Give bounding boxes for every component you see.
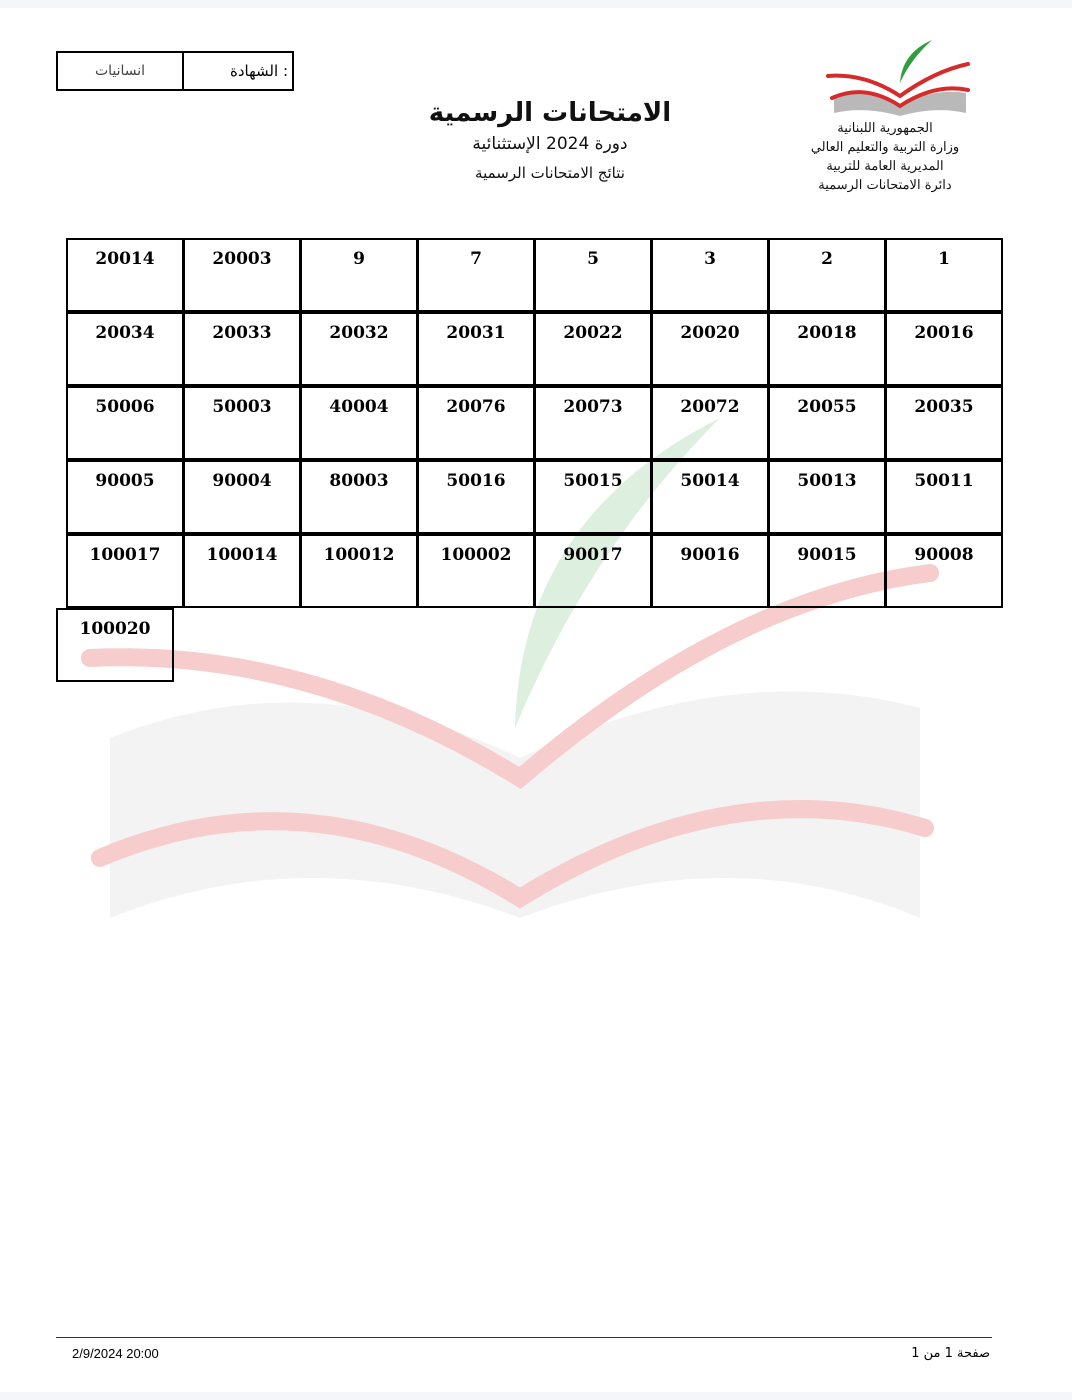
- result-cell: 20031: [417, 312, 535, 386]
- certificate-value: انسانيات: [58, 53, 184, 89]
- result-cell: 90004: [183, 460, 301, 534]
- result-cell: 100017: [66, 534, 184, 608]
- result-cell: 100020: [56, 608, 174, 682]
- result-cell: 100002: [417, 534, 535, 608]
- result-cell: 50003: [183, 386, 301, 460]
- ministry-line: الجمهورية اللبنانية: [837, 121, 933, 136]
- footer-timestamp: 2/9/2024 20:00: [72, 1346, 159, 1361]
- title-block: [400, 98, 700, 182]
- result-cell: 20020: [651, 312, 769, 386]
- result-cell: 1: [885, 238, 1003, 312]
- result-cell: 100014: [183, 534, 301, 608]
- result-cell: 90016: [651, 534, 769, 608]
- page-title: الامتحانات الرسمية: [428, 98, 672, 128]
- result-cell: 20022: [534, 312, 652, 386]
- result-cell: 50011: [885, 460, 1003, 534]
- result-cell: 100012: [300, 534, 418, 608]
- result-cell: 50015: [534, 460, 652, 534]
- result-cell: 20035: [885, 386, 1003, 460]
- result-cell: 90017: [534, 534, 652, 608]
- result-cell: 20073: [534, 386, 652, 460]
- certificate-label: الشهادة :: [230, 62, 288, 80]
- footer-divider: [56, 1337, 992, 1338]
- ministry-header: [800, 119, 970, 195]
- result-cell: 20033: [183, 312, 301, 386]
- ministry-logo-icon: [820, 38, 980, 118]
- result-cell: 20034: [66, 312, 184, 386]
- result-cell: 80003: [300, 460, 418, 534]
- result-cell: 90015: [768, 534, 886, 608]
- results-row: [56, 608, 173, 681]
- result-cell: 2: [768, 238, 886, 312]
- results-row: [56, 238, 1002, 312]
- result-cell: 7: [417, 238, 535, 312]
- result-cell: 20014: [66, 238, 184, 312]
- result-cell: 20055: [768, 386, 886, 460]
- footer-page-info: صفحة 1 من 1: [911, 1346, 990, 1361]
- results-row: [56, 534, 1002, 608]
- result-cell: 20016: [885, 312, 1003, 386]
- result-cell: 9: [300, 238, 418, 312]
- result-cell: 90008: [885, 534, 1003, 608]
- result-cell: 20076: [417, 386, 535, 460]
- document-page: [0, 8, 1072, 1392]
- result-cell: 50006: [66, 386, 184, 460]
- result-cell: 5: [534, 238, 652, 312]
- certificate-box: [56, 51, 294, 91]
- results-row: [56, 312, 1002, 386]
- result-cell: 90005: [66, 460, 184, 534]
- result-cell: 20003: [183, 238, 301, 312]
- session-title: دورة 2024 الإستثنائية: [472, 134, 628, 154]
- ministry-line: المديرية العامة للتربية: [826, 159, 944, 174]
- result-cell: 50014: [651, 460, 769, 534]
- results-subtitle: نتائج الامتحانات الرسمية: [475, 164, 625, 182]
- result-cell: 20018: [768, 312, 886, 386]
- result-cell: 3: [651, 238, 769, 312]
- results-table: [56, 238, 1002, 608]
- results-row: [56, 386, 1002, 460]
- ministry-line: وزارة التربية والتعليم العالي: [810, 140, 960, 155]
- result-cell: 50016: [417, 460, 535, 534]
- result-cell: 20072: [651, 386, 769, 460]
- results-row: [56, 460, 1002, 534]
- result-cell: 20032: [300, 312, 418, 386]
- result-cell: 40004: [300, 386, 418, 460]
- result-cell: 50013: [768, 460, 886, 534]
- ministry-line: دائرة الامتحانات الرسمية: [818, 178, 952, 193]
